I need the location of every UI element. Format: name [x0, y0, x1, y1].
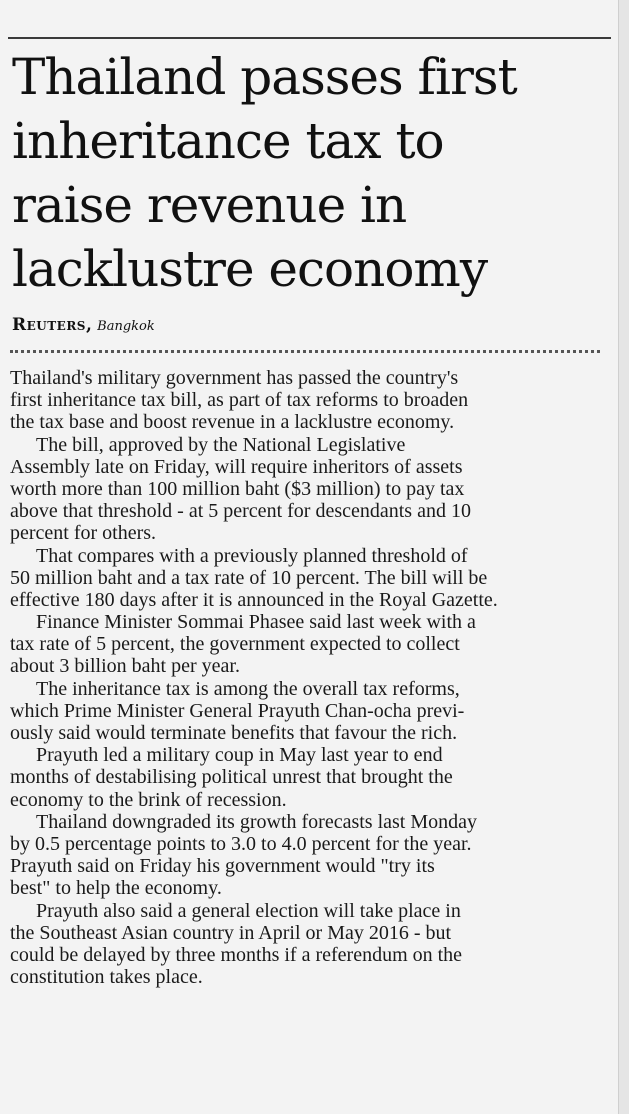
body-line: The inheritance tax is among the overall tax reforms,	[36, 677, 460, 700]
body-line: constitution takes place.	[10, 966, 203, 989]
headline	[12, 45, 612, 301]
body-line: the tax base and boost revenue in a lacklustre economy.	[10, 411, 455, 434]
top-rule	[8, 37, 611, 39]
headline-line: raise revenue in	[12, 176, 407, 234]
body-line: first inheritance tax bill, as part of tax reforms to broaden	[10, 389, 469, 412]
body-line: economy to the brink of recession.	[10, 788, 287, 811]
body-line: could be delayed by three months if a referendum on the	[10, 943, 463, 966]
body-line: percent for others.	[10, 522, 157, 545]
body-line: about 3 billion baht per year.	[10, 655, 240, 678]
page-edge	[618, 0, 629, 1114]
article-body	[10, 367, 610, 988]
body-line: months of destabilising political unrest that brought the	[10, 766, 453, 789]
byline	[12, 315, 155, 337]
body-line: Thailand's military government has passed the country's	[10, 367, 459, 389]
body-line: worth more than 100 million baht ($3 million) to pay tax	[10, 477, 465, 500]
body-line: above that threshold - at 5 percent for descendants and 10	[10, 500, 471, 523]
body-line: That compares with a previously planned threshold of	[36, 544, 468, 567]
body-line: the Southeast Asian country in April or May 2016 - but	[10, 921, 452, 944]
body-line: Prayuth said on Friday his government would "try its	[10, 855, 435, 878]
body-line: by 0.5 percentage points to 3.0 to 4.0 percent for the year.	[10, 832, 472, 855]
byline-agency: Reuters,	[12, 315, 93, 335]
body-line: Prayuth also said a general election will take place in	[36, 899, 461, 922]
body-line: tax rate of 5 percent, the government expected to collect	[10, 633, 460, 656]
body-line: Prayuth led a military coup in May last year to end	[36, 744, 443, 767]
body-line: The bill, approved by the National Legislative	[36, 433, 406, 456]
body-line: best" to help the economy.	[10, 877, 222, 900]
body-line: Finance Minister Sommai Phasee said last week with a	[36, 611, 476, 634]
dotted-divider	[10, 350, 600, 353]
body-line: ously said would terminate benefits that favour the rich.	[10, 722, 458, 744]
body-line: Assembly late on Friday, will require inheritors of assets	[10, 455, 463, 478]
body-line: Thailand downgraded its growth forecasts last Monday	[36, 810, 478, 833]
body-line: 50 million baht and a tax rate of 10 percent. The bill will be	[10, 566, 488, 589]
headline-line: inheritance tax to	[12, 112, 444, 170]
byline-place: Bangkok	[97, 319, 155, 334]
body-line: which Prime Minister General Prayuth Chan-ocha previ-	[10, 699, 465, 722]
headline-line: Thailand passes first	[12, 48, 517, 106]
headline-line: lacklustre economy	[12, 240, 488, 298]
body-line: effective 180 days after it is announced in the Royal Gazette.	[10, 588, 498, 611]
